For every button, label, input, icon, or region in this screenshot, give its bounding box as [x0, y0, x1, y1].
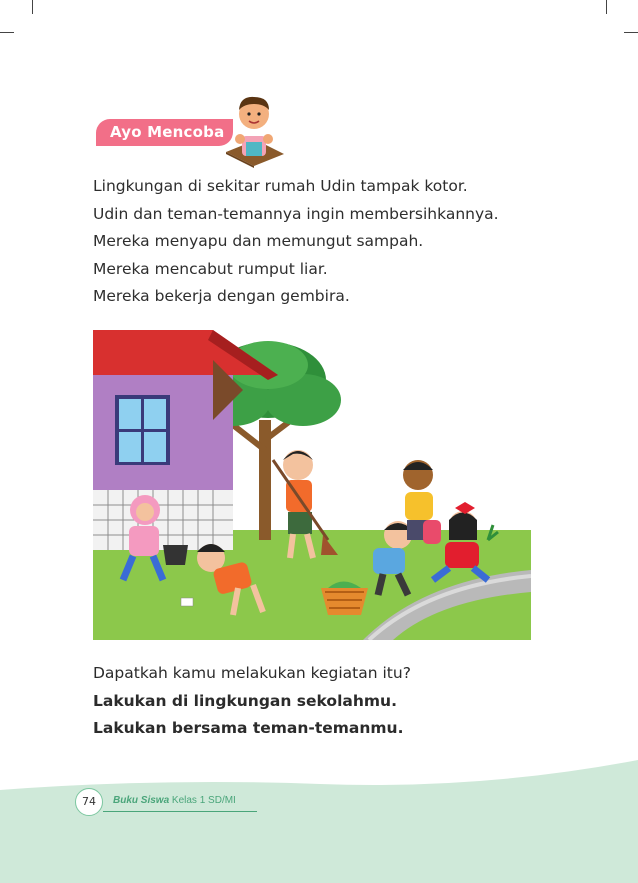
boy-mascot-icon	[216, 92, 288, 168]
book-title	[113, 795, 236, 806]
footer-wave	[0, 760, 638, 883]
crop-mark	[32, 0, 33, 14]
crop-mark	[0, 32, 14, 33]
intro-line: Mereka mencabut rumput liar.	[93, 259, 328, 278]
page-number: 74	[75, 788, 103, 816]
intro-line: Udin dan teman-temannya ingin membersihkannya.	[93, 204, 499, 223]
instruction-line: Lakukan di lingkungan sekolahmu.	[93, 691, 397, 710]
instructions	[93, 660, 563, 743]
child-standing	[403, 460, 441, 544]
instruction-line: Lakukan bersama teman-temanmu.	[93, 719, 404, 737]
section-badge: Ayo Mencoba	[96, 119, 233, 146]
book-title-rest: Kelas 1 SD/MI	[169, 795, 236, 806]
intro-line: Lingkungan di sekitar rumah Udin tampak kotor.	[93, 177, 468, 195]
question-line: Dapatkah kamu melakukan kegiatan itu?	[93, 664, 411, 682]
crop-mark	[624, 32, 638, 33]
intro-line: Mereka menyapu dan memungut sampah.	[93, 232, 424, 250]
crop-mark	[606, 0, 607, 14]
intro-paragraph	[93, 173, 563, 311]
book-title-bold: Buku Siswa	[113, 795, 170, 806]
cleaning-illustration	[93, 330, 531, 640]
intro-line: Mereka bekerja dengan gembira.	[93, 287, 350, 305]
footer-divider	[103, 811, 257, 812]
